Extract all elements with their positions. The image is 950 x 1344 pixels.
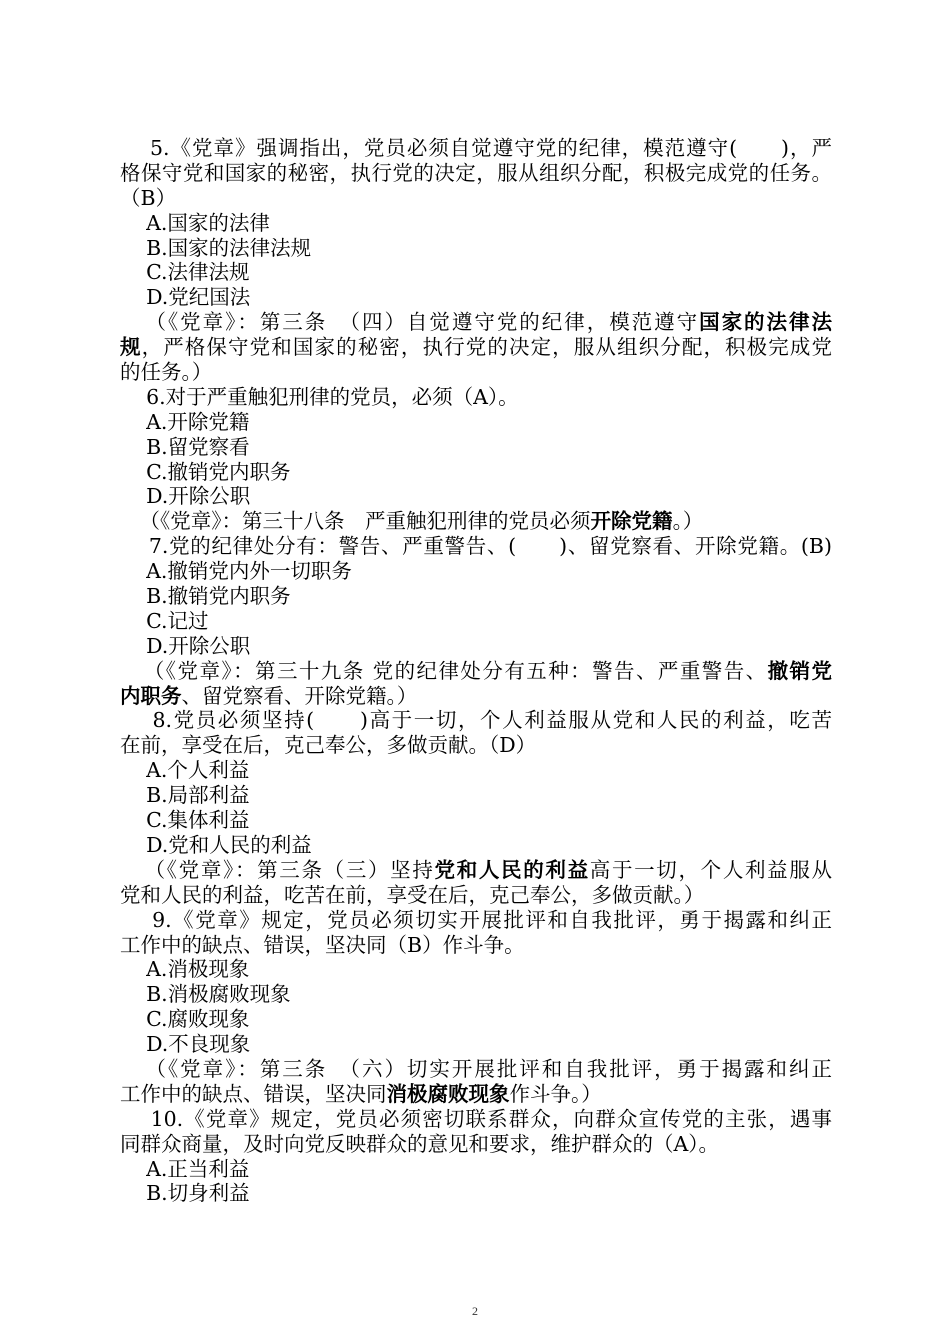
text-line: [120, 335, 832, 360]
text-line: [120, 435, 832, 460]
text-run: B.撤销党内职务: [120, 584, 291, 609]
text-line: [120, 1157, 832, 1182]
text-line: [120, 285, 832, 310]
text-line: [120, 509, 832, 534]
text-run: D.党纪国法: [120, 285, 251, 310]
text-line: [120, 783, 832, 808]
text-run: 同群众商量，及时向党反映群众的意见和要求，维护群众的（A）。: [120, 1131, 720, 1156]
text-run: D.开除公职: [120, 484, 251, 509]
text-line: [120, 484, 832, 509]
text-run: B.国家的法律法规: [120, 235, 312, 260]
text-line: [120, 684, 832, 709]
bold-text: 国家的法律法: [699, 310, 832, 335]
text-run: 高于一切，个人利益服从: [589, 857, 832, 882]
bold-text: 开除党籍: [590, 509, 673, 534]
text-line: [120, 1082, 832, 1107]
bold-text: 撤销党: [767, 658, 832, 683]
text-run: 党和人民的利益，吃苦在前，享受在后，克己奉公，多做贡献。）: [120, 882, 705, 907]
text-line: [120, 161, 832, 186]
text-line: [120, 136, 832, 161]
text-line: [120, 733, 832, 758]
text-line: [120, 534, 832, 559]
text-run: 在前，享受在后，克己奉公，多做贡献。（D）: [120, 733, 537, 758]
text-run: C.腐败现象: [120, 1007, 250, 1032]
text-line: [120, 933, 832, 958]
text-run: （《党章》：第三条 （四）自觉遵守党的纪律，模范遵守: [120, 310, 700, 335]
bold-text: 内职务: [120, 683, 182, 708]
text-run: B.留党察看: [120, 434, 250, 459]
text-run: C.法律法规: [120, 260, 250, 285]
text-run: 9.《党章》规定，党员必须切实开展批评和自我批评，勇于揭露和纠正: [120, 907, 832, 932]
text-line: [120, 1007, 832, 1032]
text-line: [120, 236, 832, 261]
text-line: [120, 360, 832, 385]
text-run: D.不良现象: [120, 1032, 251, 1057]
text-run: 格保守党和国家的秘密，执行党的决定，服从组织分配，积极完成党的任务。: [120, 160, 832, 185]
text-line: [120, 609, 832, 634]
text-line: [120, 584, 832, 609]
text-run: 5.《党章》强调指出，党员必须自觉遵守党的纪律，模范遵守( )，严: [120, 136, 832, 160]
text-run: A.消极现象: [120, 957, 250, 982]
text-run: 10.《党章》规定，党员必须密切联系群众，向群众宣传党的主张，遇事: [120, 1106, 832, 1131]
text-line: [120, 982, 832, 1007]
text-run: 7.党的纪律处分有：警告、严重警告、( )、留党察看、开除党籍。(B): [120, 534, 832, 559]
text-line: [120, 634, 832, 659]
text-run: （《党章》：第三十八条 严重触犯刑律的党员必须: [120, 509, 591, 534]
text-run: A.国家的法律: [120, 210, 270, 235]
text-line: [120, 883, 832, 908]
text-line: [120, 410, 832, 435]
text-run: （《党章》：第三十九条 党的纪律处分有五种：警告、严重警告、: [120, 658, 768, 683]
text-line: [120, 460, 832, 485]
text-run: D.党和人民的利益: [120, 832, 312, 857]
text-line: [120, 659, 832, 684]
text-line: [120, 260, 832, 285]
text-line: [120, 908, 832, 933]
text-run: （《党章》：第三条（三）坚持: [120, 857, 435, 882]
text-line: [120, 1107, 832, 1132]
text-run: C.撤销党内职务: [120, 459, 291, 484]
text-line: [120, 385, 832, 410]
text-run: （《党章》：第三条 （六）切实开展批评和自我批评，勇于揭露和纠正: [120, 1056, 832, 1081]
text-line: [120, 758, 832, 783]
text-run: 的任务。）: [120, 360, 213, 385]
bold-text: 党和人民的利益: [434, 857, 590, 882]
text-run: D.开除公职: [120, 633, 251, 658]
page-number: 2: [472, 1304, 478, 1318]
bold-text: 规: [120, 335, 142, 360]
text-run: 、留党察看、开除党籍。）: [181, 683, 418, 708]
text-run: B.切身利益: [120, 1181, 250, 1206]
text-run: 6.对于严重触犯刑律的党员，必须（A）。: [120, 384, 519, 409]
text-run: 作斗争。）: [509, 1081, 602, 1106]
text-run: 8.党员必须坚持( )高于一切，个人利益服从党和人民的利益，吃苦: [120, 708, 832, 733]
text-line: [120, 559, 832, 584]
text-line: [120, 957, 832, 982]
text-run: B.消极腐败现象: [120, 982, 291, 1007]
text-line: [120, 858, 832, 883]
text-line: [120, 1181, 832, 1206]
text-line: [120, 310, 832, 335]
text-run: A.个人利益: [120, 758, 250, 783]
text-run: 工作中的缺点、错误，坚决同: [120, 1081, 387, 1106]
text-line: [120, 1057, 832, 1082]
text-run: A.撤销党内外一切职务: [120, 559, 352, 584]
text-run: （B）: [120, 185, 177, 210]
text-line: [120, 1132, 832, 1157]
text-line: [120, 211, 832, 236]
text-line: [120, 186, 832, 211]
text-line: [120, 708, 832, 733]
text-run: A.正当利益: [120, 1156, 250, 1181]
text-line: [120, 808, 832, 833]
text-run: C.记过: [120, 608, 209, 633]
text-run: 。）: [672, 509, 704, 534]
bold-text: 消极腐败现象: [386, 1081, 510, 1106]
text-line: [120, 1032, 832, 1057]
text-run: 工作中的缺点、错误，坚决同（B）作斗争。: [120, 932, 525, 957]
text-run: ，严格保守党和国家的秘密，执行党的决定，服从组织分配，积极完成党: [141, 335, 832, 360]
document-body: [120, 136, 832, 1206]
text-run: A.开除党籍: [120, 409, 250, 434]
text-line: [120, 833, 832, 858]
text-run: C.集体利益: [120, 808, 250, 833]
text-run: B.局部利益: [120, 783, 250, 808]
